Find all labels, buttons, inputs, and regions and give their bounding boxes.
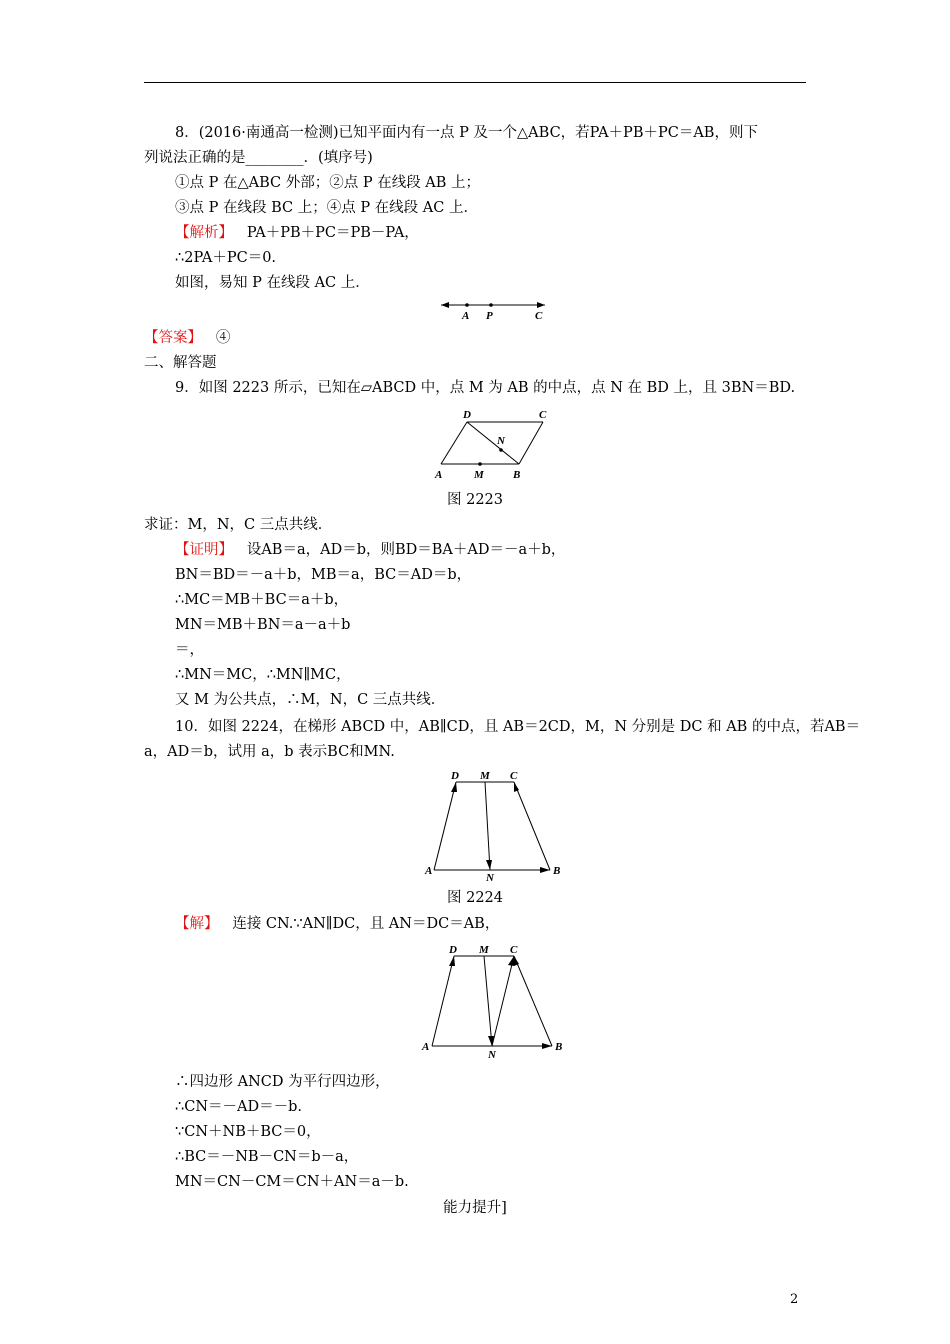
- q8-option-1: ①点 P 在△ABC 外部；②点 P 在线段 AB 上；: [175, 175, 481, 191]
- q9-proof-line1: [175, 539, 565, 561]
- q8-analysis-line1: [175, 222, 419, 244]
- q8-analysis-line2: ∴2PA＋PC＝0.: [175, 250, 277, 266]
- q9-label-b: B: [513, 469, 521, 481]
- q9-proof-line4: MN＝MB＋BN＝a－a＋b: [175, 617, 351, 633]
- q10-stem-line1: 10．如图 2224，在梯形 ABCD 中，AB∥CD，且 AB＝2CD，M，N 分别是 DC 和 AB 的中点，若AB＝: [175, 719, 861, 735]
- q9-prove: 求证：M，N，C 三点共线．: [144, 517, 333, 533]
- page-number: 2: [790, 1292, 799, 1307]
- q10-label-a: A: [425, 865, 433, 877]
- q8-stem-line2: 列说法正确的是________．(填序号): [144, 150, 373, 166]
- q9-parallelogram-figure: [425, 402, 565, 484]
- q10-label-c: C: [510, 770, 518, 782]
- q10-solution-figure: [418, 940, 568, 1062]
- q9-label-n: N: [497, 435, 505, 447]
- solution-text: 连接 CN.∵AN∥DC，且 AN＝DC＝AB，: [232, 916, 500, 932]
- proof-tag: 【证明】: [175, 542, 233, 558]
- q9-stem: 9．如图 2223 所示，已知在▱ABCD 中，点 M 为 AB 的中点，点 N 在 BD 上，且 3BN＝BD.: [175, 380, 796, 396]
- q10-figure-caption: 图 2224: [446, 890, 503, 906]
- q8-option-2: ③点 P 在线段 BC 上；④点 P 在线段 AC 上．: [175, 200, 478, 216]
- q10-solution-line2: ∴四边形 ANCD 为平行四边形，: [175, 1074, 390, 1090]
- q10-solution-line3: ∴CN＝－AD＝－b.: [175, 1099, 302, 1115]
- q10-solution-line5: ∴BC＝－NB－CN＝b－a，: [175, 1149, 359, 1165]
- q10-label-b: B: [553, 865, 561, 877]
- q10s-label-b: B: [555, 1041, 563, 1053]
- analysis-text: PA＋PB＋PC＝PB－PA，: [246, 225, 419, 241]
- q8-line-figure: [435, 296, 555, 322]
- q10-solution-line4: ∵CN＋NB＋BC＝0，: [175, 1124, 321, 1140]
- q10-label-d: D: [451, 770, 459, 782]
- solution-tag: 【解】: [175, 916, 219, 932]
- q10-stem-line2: a，AD＝b，试用 a，b 表示BC和MN.: [144, 744, 395, 760]
- q10s-label-c: C: [510, 944, 518, 956]
- q9-figure-caption: 图 2223: [446, 492, 503, 508]
- q8-answer: [144, 327, 230, 349]
- q9-proof-line7: 又 M 为公共点，∴M，N，C 三点共线．: [175, 692, 446, 708]
- q10-solution-line6: MN＝CN－CM＝CN＋AN＝a－b.: [175, 1174, 409, 1190]
- q10-solution-line1: [175, 913, 499, 935]
- q8-label-c: C: [535, 310, 543, 322]
- q9-label-d: D: [463, 409, 471, 421]
- header-rule: [144, 82, 806, 83]
- q9-label-c: C: [539, 409, 547, 421]
- q10-trapezoid-figure: [420, 766, 570, 882]
- q8-stem-line1: 8．(2016·南通高一检测)已知平面内有一点 P 及一个△ABC，若PA＋PB＋PC＝AB，则下: [175, 125, 758, 141]
- q10-label-m: M: [480, 770, 490, 782]
- q9-label-m: M: [474, 469, 484, 481]
- proof-text: 设AB＝a，AD＝b，则BD＝BA＋AD＝－a＋b，: [246, 542, 566, 558]
- q10s-label-m: M: [479, 944, 489, 956]
- q9-label-a: A: [435, 469, 443, 481]
- q8-label-p: P: [486, 310, 493, 322]
- q8-label-a: A: [462, 310, 470, 322]
- q10-label-n: N: [486, 872, 494, 882]
- q9-proof-line5: ＝，: [175, 642, 204, 658]
- q9-proof-line2: BN＝BD＝－a＋b，MB＝a，BC＝AD＝b，: [175, 567, 472, 583]
- q10s-label-a: A: [422, 1041, 430, 1053]
- q9-proof-line3: ∴MC＝MB＋BC＝a＋b，: [175, 592, 349, 608]
- answer-tag: 【答案】: [144, 330, 202, 346]
- q8-analysis-line3: 如图，易知 P 在线段 AC 上．: [175, 275, 370, 291]
- section-heading: 二、解答题: [144, 355, 217, 371]
- answer-value: ④: [215, 330, 231, 346]
- q9-proof-line6: ∴MN＝MC，∴MN∥MC，: [175, 667, 351, 683]
- q10s-label-n: N: [488, 1049, 496, 1061]
- analysis-tag: 【解析】: [175, 225, 233, 241]
- ability-heading: 能力提升]: [443, 1200, 507, 1216]
- q10s-label-d: D: [449, 944, 457, 956]
